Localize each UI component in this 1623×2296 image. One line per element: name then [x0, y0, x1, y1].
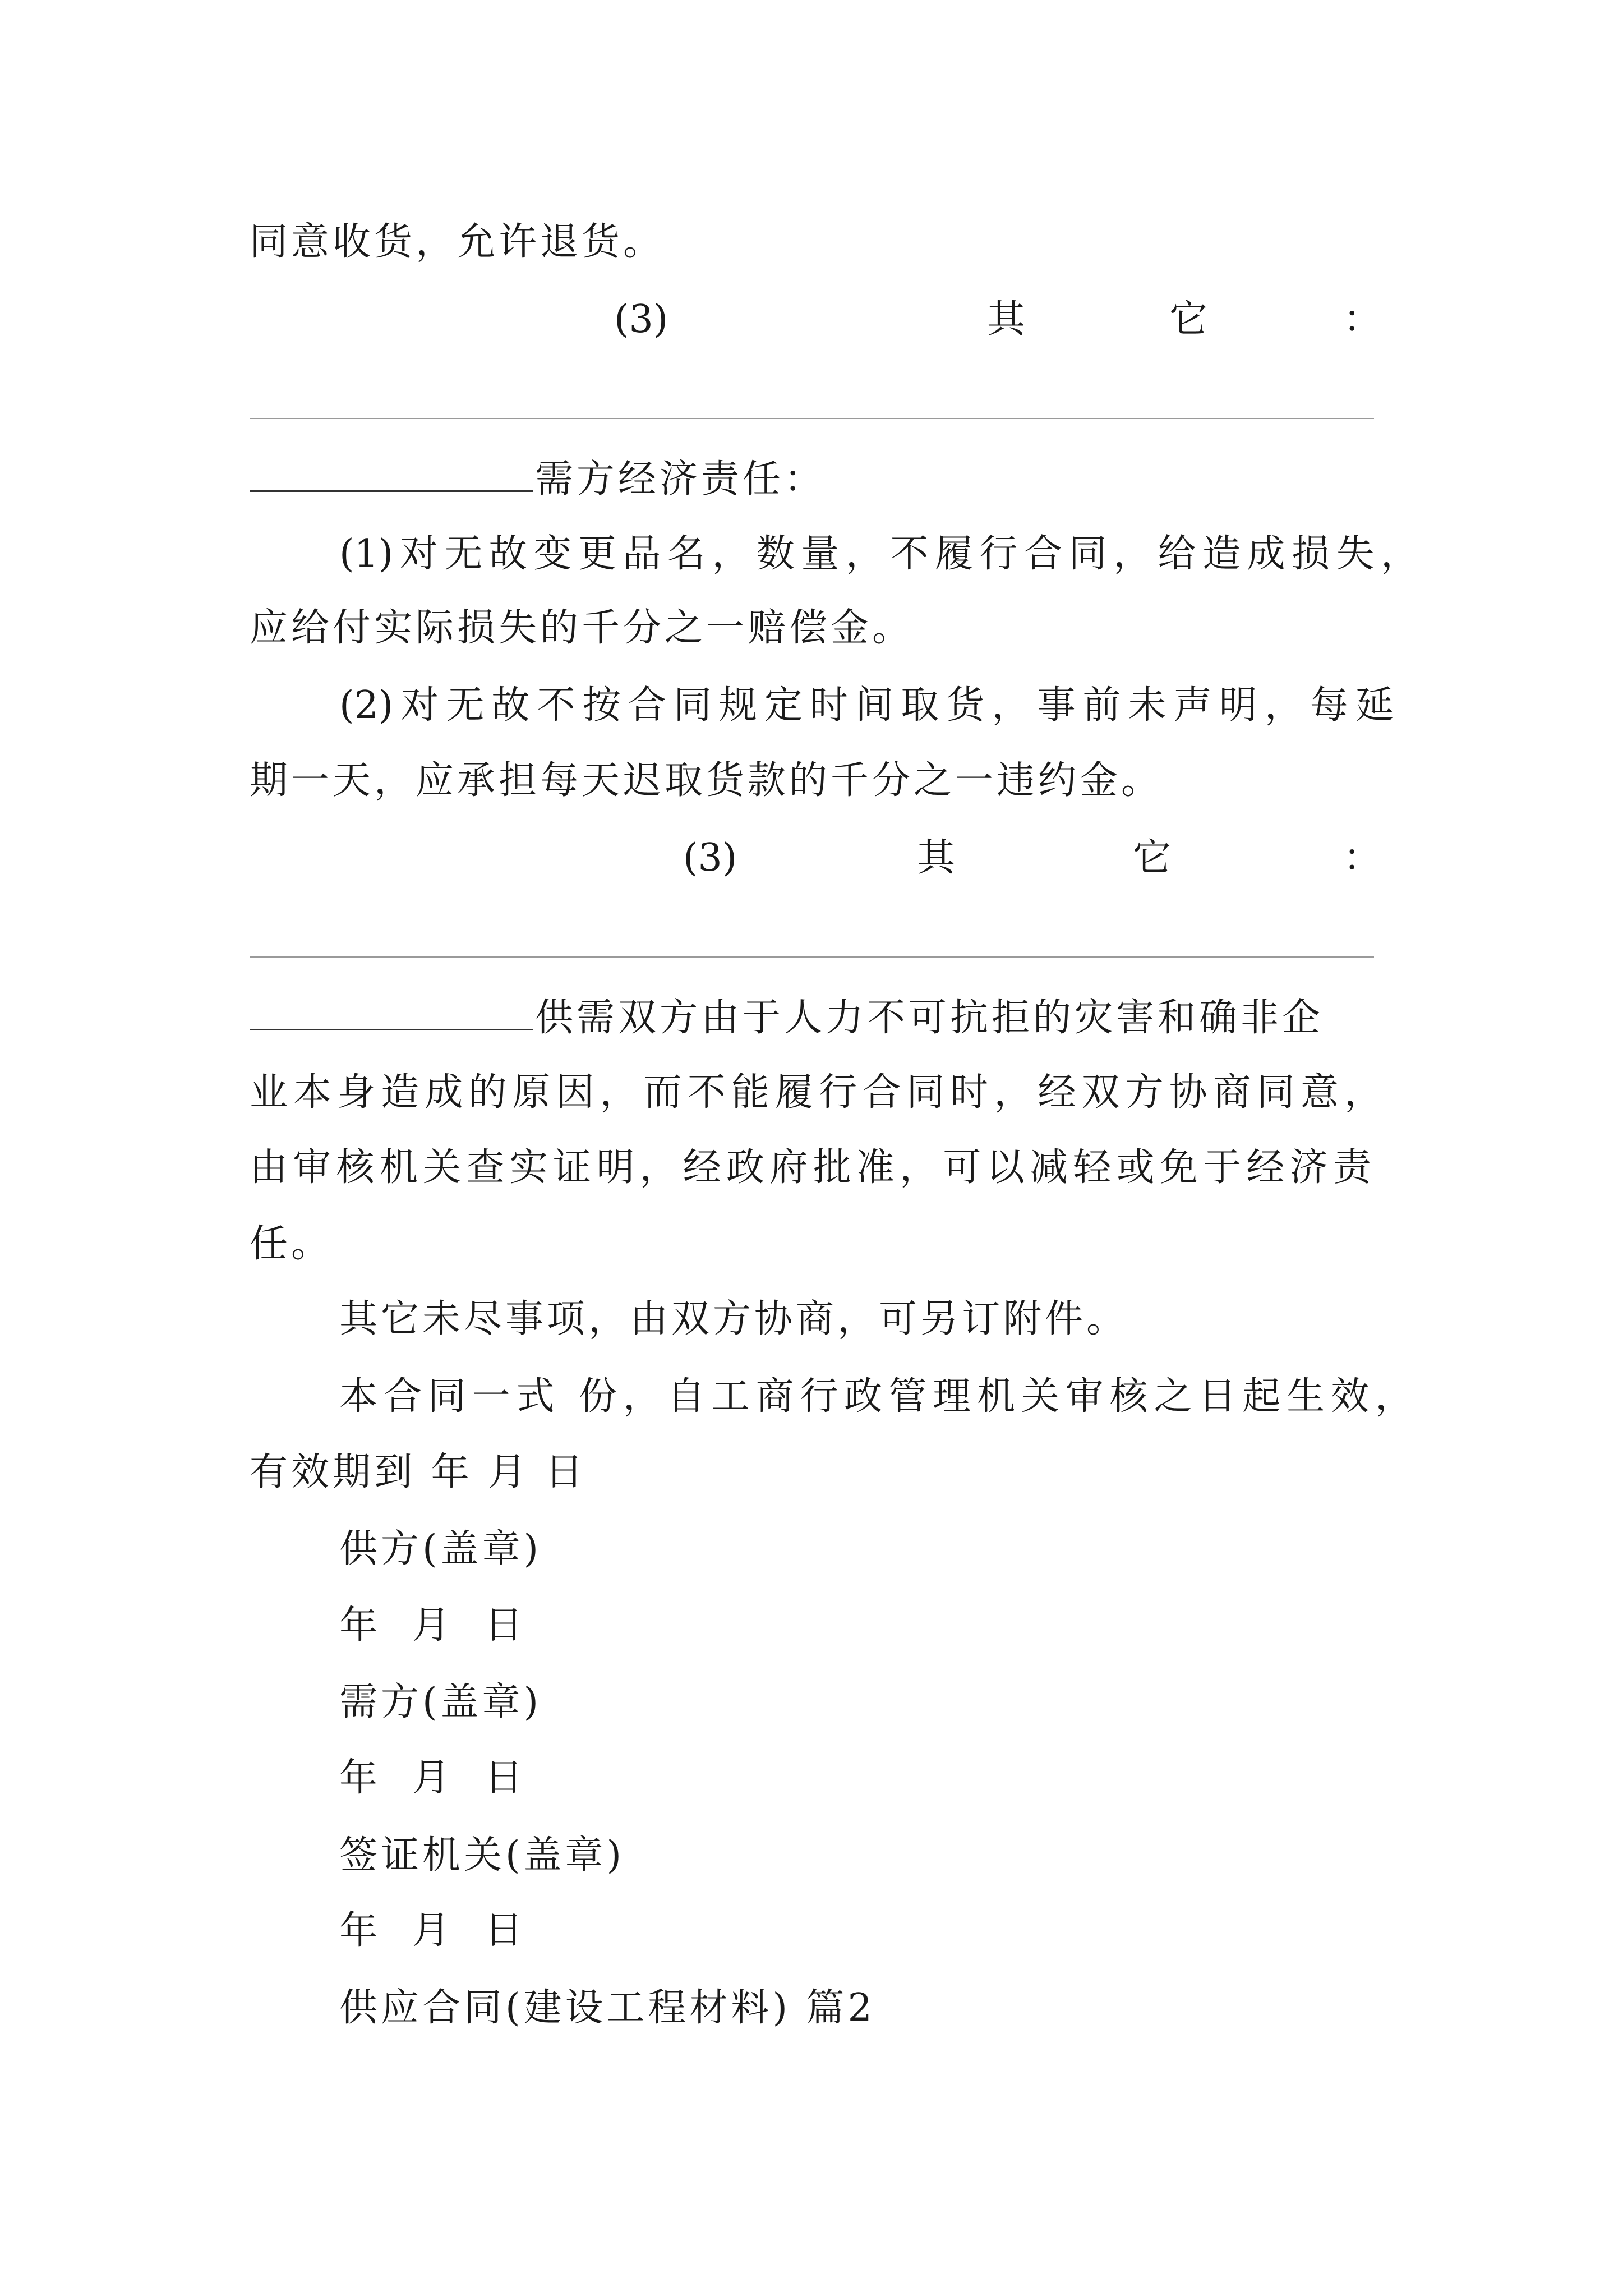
text-line: 本合同一式 份，自工商行政管理机关审核之日起生效，: [339, 1374, 1413, 1419]
clause-number: (3): [614, 297, 668, 342]
date-line: 年 月 日: [339, 1756, 534, 1800]
fill-in-rule: [250, 956, 1374, 958]
text-line: [250, 455, 826, 502]
clause-char: 其: [987, 297, 1026, 342]
section-title: 供应合同(建设工程材料) 篇2: [339, 1986, 875, 2030]
signature-label: 签证机关(盖章): [339, 1833, 625, 1878]
fill-in-blank: [250, 455, 533, 492]
signature-label: 需方(盖章): [339, 1680, 542, 1724]
fill-in-rule: [250, 418, 1374, 419]
text-line: 同意收货，允许退货。: [250, 220, 665, 264]
date-line: 年 月 日: [339, 1908, 534, 1953]
clause-colon: ：: [1343, 297, 1382, 342]
text-line: 应给付实际损失的千分之一赔偿金。: [250, 606, 914, 650]
text-line: (2)对无故不按合同规定时间取货，事前未声明，每延: [339, 683, 1394, 728]
text-line: 期一天，应承担每天迟取货款的千分之一违约金。: [250, 758, 1163, 803]
text-line: (1)对无故变更品名，数量，不履行合同，给造成损失，: [339, 532, 1419, 576]
text-line: 有效期到 年 月 日: [250, 1450, 587, 1494]
clause-number: (3): [683, 836, 737, 880]
clause-char: 它: [1133, 836, 1172, 880]
fill-in-blank: [250, 994, 533, 1030]
clause-char: 它: [1169, 297, 1208, 342]
paragraph-text: 供需双方由于人力不可抗拒的灾害和确非企: [535, 996, 1324, 1040]
signature-label: 供方(盖章): [339, 1527, 542, 1571]
text-line: [250, 994, 1324, 1041]
section-heading: 需方经济责任：: [535, 457, 826, 501]
text-line: 任。: [250, 1222, 333, 1266]
clause-char: 其: [917, 836, 956, 880]
text-line: 其它未尽事项，由双方协商，可另订附件。: [339, 1297, 1128, 1341]
date-line: 年 月 日: [339, 1603, 534, 1648]
clause-colon: ：: [1343, 836, 1382, 880]
text-line: 业本身造成的原因，而不能履行合同时，经双方协商同意，: [250, 1070, 1382, 1115]
text-line: 由审核机关查实证明，经政府批准，可以减轻或免于经济责: [250, 1145, 1371, 1190]
